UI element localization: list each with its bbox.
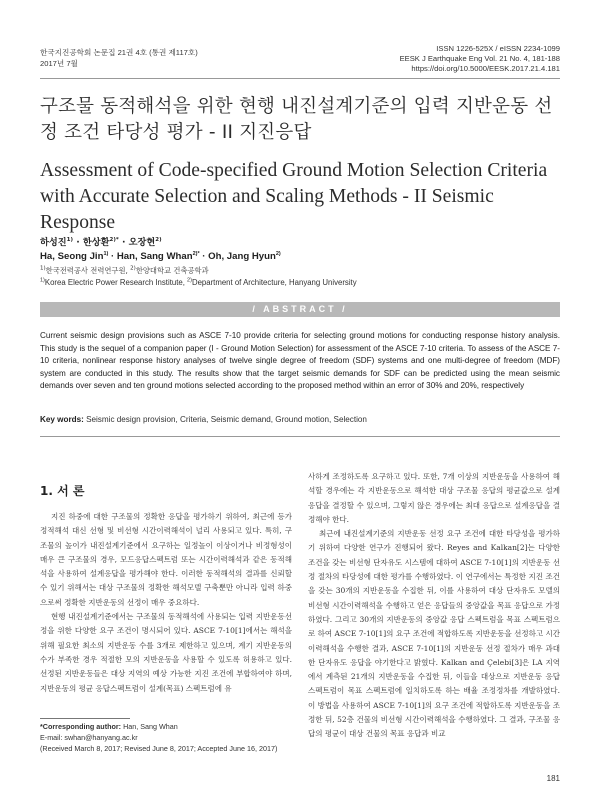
- abstract-divider: [40, 436, 560, 437]
- author-sup: 1): [66, 236, 73, 243]
- corresponding-name: Han, Sang Whan: [123, 722, 178, 731]
- author-sup: 2)*: [192, 250, 200, 257]
- doi-link[interactable]: https://doi.org/10.5000/EESK.2017.21.4.181: [411, 64, 560, 74]
- author-email[interactable]: E-mail: swhan@hanyang.ac.kr: [40, 732, 138, 742]
- author-separator: ·: [76, 237, 83, 248]
- author-separator: ·: [202, 251, 209, 262]
- author-separator: ·: [121, 237, 129, 248]
- author-sup: 1): [103, 250, 109, 257]
- affiliations-korean: [40, 266, 209, 276]
- header-divider: [40, 78, 560, 79]
- affiliation-sup: 1): [40, 277, 45, 284]
- author-sup: 2): [155, 236, 162, 243]
- body-column-right: [308, 470, 560, 742]
- page-number: 181: [546, 774, 560, 783]
- journal-date-ko: 2017년 7월: [40, 58, 78, 68]
- keywords-list: Seismic design provision, Criteria, Seismic demand, Ground motion, Selection: [86, 415, 367, 424]
- section-heading: 1. 서 론: [40, 484, 85, 498]
- affiliation-sup: 1): [40, 265, 46, 272]
- journal-header-left: [40, 48, 198, 69]
- keywords: [40, 415, 560, 424]
- affiliation-2: Department of Architecture, Hanyang University: [191, 278, 357, 287]
- footnote: [40, 722, 277, 754]
- paragraph: 현행 내진설계기준에서는 구조물의 동적해석에 사용되는 입력 지반운동선정을 위한 다양한 요구 조건이 명시되어 있다. ASCE 7-10[1]에서는 해석을 위해 필요한 최소의 지반운동 수를 3개로 제한하고 있으며, 계기 지반운동의 수가 부족한 경우 적절한 모의 지반운동을 사용할 수 있도록 허용하고 있다. 선정된 지반운동들은 대상 지역의 예상 가능한 지진 조건에 부합하여야 하며, 지반운동의 평균 응답스펙트럼이 설계(목표) 스펙트럼에 유: [40, 612, 292, 693]
- affiliation-2: 한양대학교 건축공학과: [135, 266, 209, 275]
- author-name: Oh, Jang Hyun: [208, 251, 276, 262]
- paragraph: 사하게 조정하도록 요구하고 있다. 또한, 7개 이상의 지반운동을 사용하여 해석할 경우에는 각 지반운동으로 해석한 대상 구조물 응답의 평균값으로 설계응답을 결정할 수 있으며, 그렇지 않은 경우에는 최대 응답으로 설계응답을 결정해야 한다.: [308, 472, 560, 524]
- author-sup: 2)*: [109, 236, 119, 243]
- corresponding-label: *Corresponding author:: [40, 722, 122, 731]
- footnote-divider: [40, 718, 130, 719]
- abstract-banner: [40, 302, 560, 317]
- affiliation-1: Korea Electric Power Research Institute,: [44, 278, 185, 287]
- author-sup: 2): [275, 250, 281, 257]
- corresponding-author: [40, 722, 277, 733]
- author-name: Ha, Seong Jin: [40, 251, 104, 262]
- journal-header-right: [400, 44, 560, 75]
- journal-name-ko: 한국지진공학회 논문집 21권 4호 (통권 제117호): [40, 48, 198, 57]
- abstract-label: / ABSTRACT /: [252, 304, 348, 314]
- title-korean: 구조물 동적해석을 위한 현행 내진설계기준의 입력 지반운동 선정 조건 타당성 평가 - II 지진응답: [40, 96, 553, 143]
- authors-korean: [40, 234, 162, 248]
- journal-name-en: EESK J Earthquake Eng Vol. 21 No. 4, 181-188: [399, 54, 560, 64]
- paragraph: 지진 하중에 대한 구조물의 정확한 응답을 평가하기 위하여, 최근에 등가정적해석 대신 선형 및 비선형 시간이력해석이 널리 사용되고 있다. 특히, 구조물의 높이가 내진설계기준에서 요구하는 일정높이 이상이거나 비정형성이 매우 큰 구조물의 경우, 모드응답스펙트럼 또는 시간이력해석과 같은 동적해석을 사용하여 설계응답을 평가해야 한다. 이러한 동적해석의 결과를 신뢰할 수 있기 위해서는 대상 구조물의 정확한 해석모델 구축뿐만 아니라 입력 하중으로써 정확한 지반운동의 선정이 매우 중요하다.: [40, 512, 292, 607]
- author-name: Han, Sang Whan: [116, 251, 193, 262]
- title-english: Assessment of Code-specified Ground Motion Selection Criteria with Accurate Selection and Scaling Methods - II Seismic Response: [40, 160, 548, 233]
- author-name: 오장현: [128, 237, 156, 248]
- keywords-label: Key words:: [40, 415, 84, 424]
- affiliation-sup: 2): [130, 265, 136, 272]
- author-separator: ·: [111, 251, 117, 262]
- abstract-text: Current seismic design provisions such as ASCE 7-10 provide criteria for selecting ground motions for conducting response history analysis. This study is the sequel of a companion paper (I - Ground Motion Selection) for assessment of the ASCE 7-10 criteria. To assess of the ASCE 7-10 criteria, nonlinear response history analyses of twelve single degree of freedom (SDF) systems and one multi-degree of freedom (MDF) system are conducted in this study. The results show that the target seismic demands for SDF can be predicted using the mean seismic demands over seven and ten ground motions selected according to the proposed method within an error of 30% and 20%, respectively: [40, 331, 560, 391]
- body-column-left: [40, 510, 292, 696]
- affiliation-sup: 2): [187, 277, 192, 284]
- author-name: 하성진: [40, 237, 67, 248]
- paragraph: 최근에 내진설계기준의 지반운동 선정 요구 조건에 대한 타당성을 평가하기 위하여 다양한 연구가 진행되어 왔다. Reyes and Kalkan[2]는 다양한 조건을 갖는 비선형 단자유도 시스템에 대하여 ASCE 7-10[1]의 지반운동 선정 절차의 타당성에 대한 평가를 수행하였다. 이 연구에서는 특정한 지진 조건을 갖는 30개의 지반운동을 수집한 뒤, 이를 사용하여 대상 단자유도 모델의 비선형 시간이력해석을 수행하고 얻은 응답들의 중앙값을 목표 응답으로 가정하였다. 그리고 30개의 지반운동의 중앙값 응답 스펙트럼을 목표 스펙트럼으로 하여 ASCE 7-10[1]의 요구 조건에 적합하도록 지반운동을 선정하고 시간이력해석을 수행한 결과, ASCE 7-10[1]의 지반운동 선정 절차가 매우 과대한 단자유도 응답을 야기한다고 밝혔다. Kalkan and Çelebi[3]은 LA 지역에서 계측된 21개의 지반운동을 수집한 뒤, 이들을 대상으로 지반운동 응답 스펙트럼이 목표 스펙트럼에 일치하도록 하는 배율 조정정차를 개발하였다. 이 방법을 사용하여 ASCE 7-10[1]의 요구 조건에 적합하도록 지반운동을 조정한 뒤, 52층 건물의 비선형 시간이력해석을 수행하였다. 그 결과, 구조물 응답의 평균이 대상 건물의 목표 응답과 비교: [308, 529, 560, 739]
- issn: ISSN 1226-525X / eISSN 2234-1099: [436, 44, 560, 53]
- received-dates: (Received March 8, 2017; Revised June 8, 2017; Accepted June 16, 2017): [40, 743, 278, 753]
- affiliation-1: 한국전력공사 전력연구원,: [45, 266, 128, 275]
- author-name: 한상환: [82, 237, 110, 248]
- authors-english: [40, 251, 281, 262]
- affiliations-english: [40, 278, 357, 287]
